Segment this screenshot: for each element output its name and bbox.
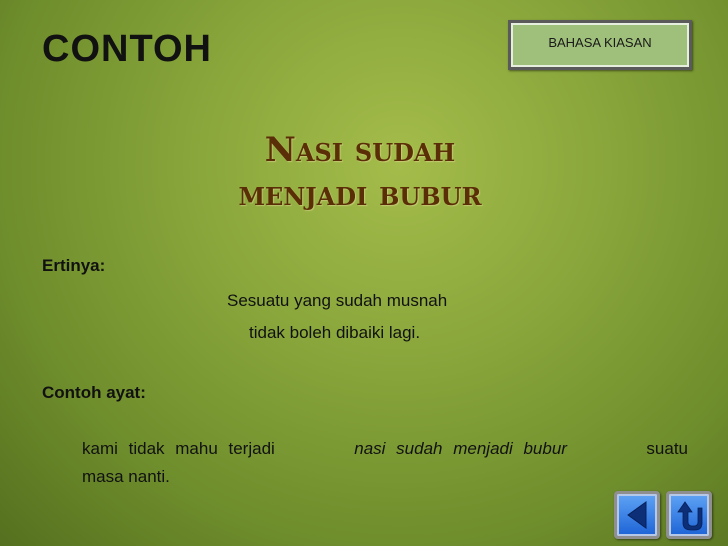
page-title: CONTOH [42,28,212,70]
meaning-line-2: tidak boleh dibaiki lagi. [249,323,421,342]
meaning-label: Ertinya: [42,256,106,275]
example-line-2: masa nanti. [82,467,170,486]
back-arrow-icon [624,500,650,530]
example-idiom-phrase: nasi sudah menjadi bubur [354,439,567,458]
example-text-after: suatu [646,439,688,458]
example-line-1 [82,435,688,463]
u-turn-arrow-icon [673,498,705,532]
topic-badge-label: BAHASA KIASAN [511,23,689,67]
topic-badge-button[interactable] [508,20,692,70]
idiom-heading [150,128,570,216]
back-button[interactable] [614,491,660,539]
idiom-line-2: menjadi bubur [238,174,482,214]
idiom-line-1: Nasi sudah [264,130,456,170]
example-sentence [82,435,688,491]
example-text-before: kami tidak mahu terjadi [82,439,275,458]
example-label: Contoh ayat: [42,383,146,402]
return-button[interactable] [666,491,712,539]
meaning-line-1: Sesuatu yang sudah musnah [227,291,448,310]
